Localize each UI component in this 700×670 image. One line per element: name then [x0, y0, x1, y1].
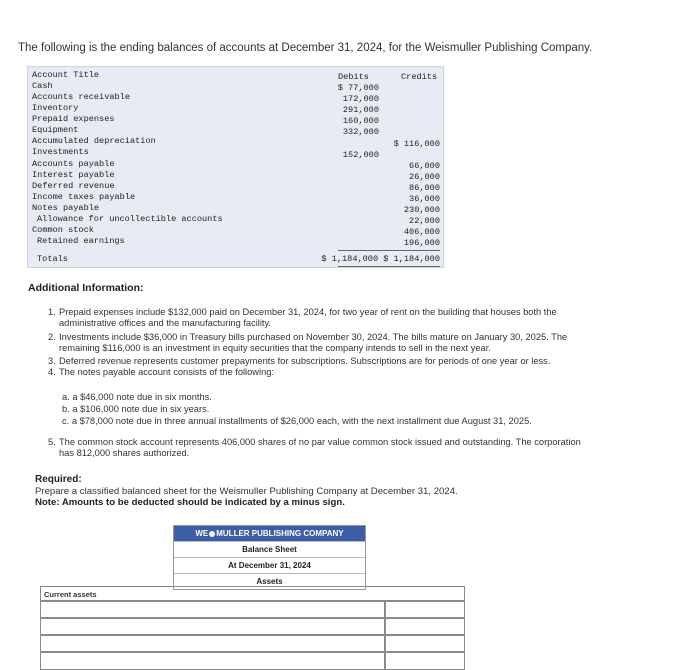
section-assets: Assets — [256, 577, 283, 586]
balance-sheet-grid — [40, 586, 465, 670]
account-name: Accumulated depreciation — [32, 136, 156, 146]
credit-amount: 406,000 — [403, 227, 440, 237]
info-item-number: 3. — [48, 356, 56, 366]
account-name: Cash — [32, 81, 53, 91]
totals-double-rule — [338, 266, 440, 267]
info-item-text-cont: has 812,000 shares authorized. — [59, 448, 190, 458]
account-select-cell[interactable] — [40, 652, 385, 670]
credit-amount: 86,000 — [409, 183, 440, 193]
account-name: Retained earnings — [37, 236, 125, 246]
note-b: b. a $106,000 note due in six years. — [62, 404, 210, 414]
note-a: a. a $46,000 note due in six months. — [62, 392, 212, 402]
credits-header: Credits — [401, 72, 438, 82]
intro-text: The following is the ending balances of accounts at December 31, 2024, for the Weismuller Publishing Company. — [18, 42, 593, 54]
account-name: Deferred revenue — [32, 181, 115, 191]
totals-label: Totals — [37, 254, 68, 264]
info-item-number: 2. — [48, 332, 56, 342]
credit-amount: $ 116,000 — [393, 139, 440, 149]
required-note: Note: Amounts to be deducted should be indicated by a minus sign. — [35, 497, 345, 508]
debits-header: Debits — [338, 72, 369, 82]
debit-amount: 160,000 — [342, 116, 379, 126]
credit-amount: 196,000 — [403, 238, 440, 248]
account-name: Allowance for uncollectible accounts — [37, 214, 223, 224]
totals-value: $ 1,184,000 $ 1,184,000 — [321, 254, 440, 264]
info-item-text-cont: administrative offices and the manufacturing facility. — [59, 318, 272, 328]
statement-date: At December 31, 2024 — [174, 558, 365, 574]
company-name-suffix: MULLER PUBLISHING COMPANY — [216, 529, 344, 538]
info-item-5 — [48, 437, 698, 459]
company-name — [174, 526, 365, 542]
info-item-text: The notes payable account consists of the following: — [59, 367, 274, 377]
account-name: Equipment — [32, 125, 79, 135]
info-item-2 — [48, 332, 698, 354]
amount-input-cell[interactable] — [385, 601, 465, 618]
info-item-text: The common stock account represents 406,000 shares of no par value common stock issued and outstanding. The corporation — [59, 437, 581, 447]
required-title: Required: — [35, 474, 82, 485]
account-name: Income taxes payable — [32, 192, 136, 202]
credit-amount: 230,000 — [403, 205, 440, 215]
info-item-1 — [48, 307, 688, 329]
account-name: Investments — [32, 147, 89, 157]
additional-info-title: Additional Information: — [28, 282, 144, 294]
account-name: Notes payable — [32, 203, 100, 213]
info-item-text: Investments include $36,000 in Treasury bills purchased on November 30, 2024. The bills mature on January 30, 2025. The — [59, 332, 568, 342]
required-text: Prepare a classified balanced sheet for the Weismuller Publishing Company at December 31, 2024. — [35, 486, 458, 497]
account-title-header: Account Title — [32, 70, 100, 80]
debit-amount: 172,000 — [342, 94, 379, 104]
info-item-text: Deferred revenue represents customer prepayments for subscriptions. Subscriptions are for periods of one year or less. — [59, 356, 551, 366]
debit-amount: $ 77,000 — [337, 83, 379, 93]
info-item-text-cont: remaining $116,000 is an investment in equity securities that the company intends to sell in the next year. — [59, 343, 491, 353]
credit-amount: 22,000 — [409, 216, 440, 226]
info-item-number: 5. — [48, 437, 56, 447]
account-select-cell[interactable] — [40, 635, 385, 652]
credit-amount: 36,000 — [409, 194, 440, 204]
trial-balance-table — [27, 66, 444, 268]
account-name: Common stock — [32, 225, 94, 235]
info-item-number: 4. — [48, 367, 56, 377]
account-name: Accounts payable — [32, 159, 115, 169]
company-name-prefix: WE — [195, 529, 209, 538]
credit-amount: 26,000 — [409, 172, 440, 182]
amount-input-cell[interactable] — [385, 652, 465, 670]
totals-rule — [338, 250, 440, 251]
info-item-text: Prepaid expenses include $132,000 paid on December 31, 2024, for two year of rent on the building that houses both the — [59, 307, 557, 317]
account-select-cell[interactable] — [40, 601, 385, 618]
account-select-cell[interactable] — [40, 618, 385, 635]
info-item-4 — [48, 367, 688, 378]
statement-title: Balance Sheet — [174, 542, 365, 558]
current-assets-row — [40, 586, 465, 601]
info-item-number: 1. — [48, 307, 56, 317]
balance-sheet-header — [173, 525, 366, 590]
account-name: Inventory — [32, 103, 79, 113]
cursor-icon — [209, 531, 215, 537]
credit-amount: 66,000 — [409, 161, 440, 171]
info-item-3 — [48, 356, 688, 367]
debit-amount: 152,000 — [342, 150, 379, 160]
amount-input-cell[interactable] — [385, 618, 465, 635]
current-assets-label: Current assets — [44, 590, 97, 599]
debit-amount: 332,000 — [342, 127, 379, 137]
account-name: Prepaid expenses — [32, 114, 115, 124]
account-name: Accounts receivable — [32, 92, 130, 102]
amount-input-cell[interactable] — [385, 635, 465, 652]
account-name: Interest payable — [32, 170, 115, 180]
note-c: c. a $78,000 note due in three annual installments of $26,000 each, with the next installment due August 31, 2025. — [62, 416, 532, 426]
debit-amount: 291,000 — [342, 105, 379, 115]
